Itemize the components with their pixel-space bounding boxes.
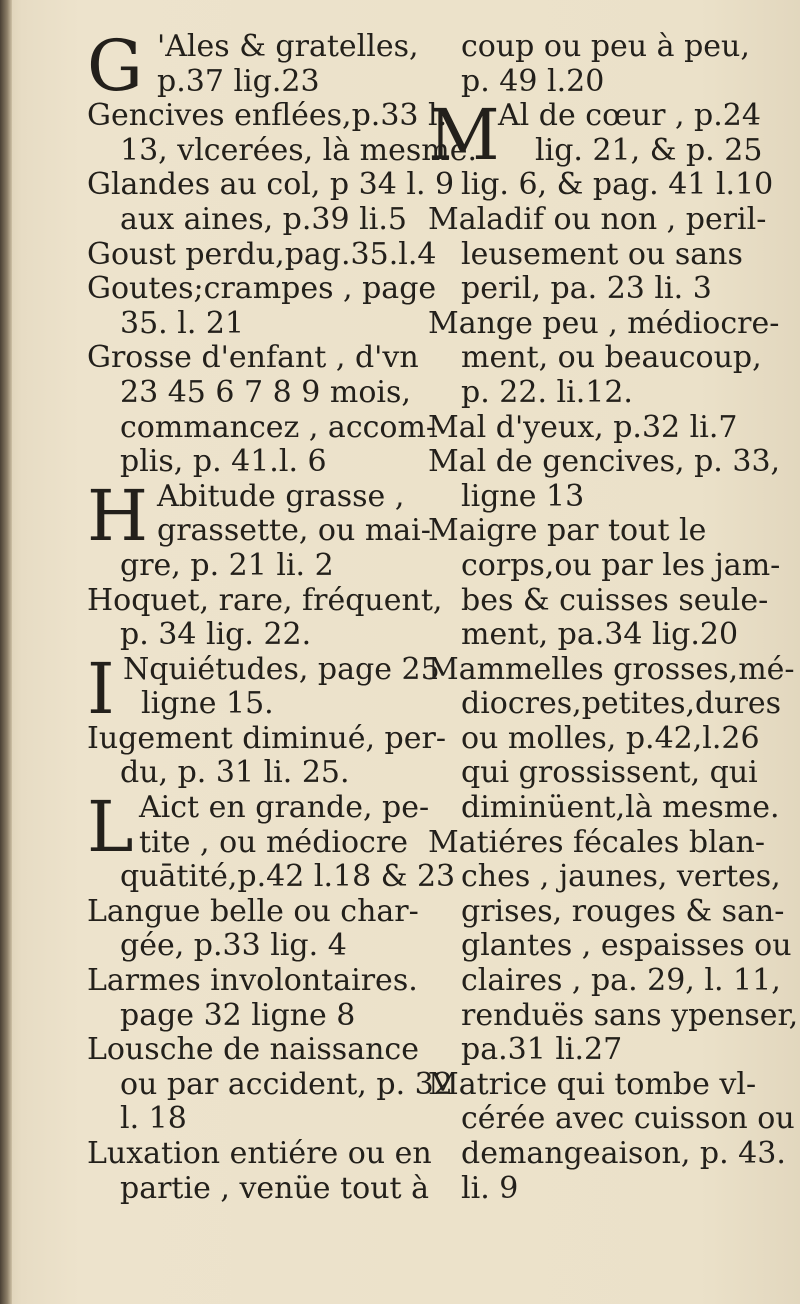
index-entry-text: ment, pa.34 lig.20 <box>461 617 739 653</box>
right-column-line <box>428 893 785 930</box>
right-column-line <box>428 928 792 964</box>
right-column-line <box>428 651 795 688</box>
right-column-line <box>428 238 780 273</box>
right-column-line <box>428 341 780 376</box>
index-entry-text: commancez , accom- <box>120 409 437 445</box>
drop-cap-m: M <box>428 94 500 177</box>
index-entry-text: Matiéres fécales blan- <box>428 824 766 860</box>
right-column-line <box>428 756 780 791</box>
right-column-line <box>428 30 780 65</box>
index-entry-text: Nquiétudes, page 25 <box>123 651 440 687</box>
index-entry-text: 23 45 6 7 8 9 mois, <box>120 374 411 410</box>
index-entry-text: qui grossissent, qui <box>461 755 758 791</box>
left-column-line <box>87 307 413 342</box>
index-entry-text: ment, ou beaucoup, <box>461 340 762 376</box>
index-entry-text: claires , pa. 29, l. 11, <box>461 963 781 999</box>
index-entry-text: Abitude grasse , <box>157 478 405 514</box>
index-entry-text: quātité,p.42 l.18 & 23 <box>120 859 456 895</box>
left-column-line <box>87 582 443 619</box>
left-column-line <box>87 167 455 203</box>
index-column-left <box>87 25 478 1206</box>
index-entry-text: diminüent,là mesme. <box>461 790 780 826</box>
index-entry-text: corps,ou par les jam- <box>461 547 781 583</box>
left-column-line <box>87 687 413 722</box>
index-entry-text: Mammelles grosses,mé- <box>428 651 795 687</box>
index-entry-text: Goust perdu,pag.35.l.4 <box>87 236 437 272</box>
index-entry-text: du, p. 31 li. 25. <box>120 755 350 791</box>
index-entry-text: l. 18 <box>120 1101 187 1137</box>
index-entry-text: tite , ou médiocre <box>139 824 408 860</box>
index-entry-text: Maigre par tout le <box>428 513 707 549</box>
index-entry-text: Aict en grande, pe- <box>139 790 430 826</box>
index-entry-text: Langue belle ou char- <box>87 893 419 929</box>
page-binding-edge <box>0 0 12 1304</box>
index-entry-text: lig. 21, & p. 25 <box>535 132 763 168</box>
left-column-line <box>87 409 437 446</box>
index-entry-text: grises, rouges & san- <box>461 893 785 929</box>
right-column-line <box>428 1172 780 1207</box>
right-column-line <box>428 376 780 411</box>
index-entry-text: coup ou peu à peu, <box>461 29 750 64</box>
index-entry-text: Maladif ou non , peril- <box>428 201 767 237</box>
drop-cap-g: G <box>87 25 143 107</box>
right-column-line <box>428 1068 780 1103</box>
drop-cap-l: L <box>87 786 134 869</box>
right-column-line <box>428 1136 786 1172</box>
right-column-line <box>428 791 780 826</box>
left-column-line <box>87 963 418 999</box>
index-entry-text: aux aines, p.39 li.5 <box>120 201 407 237</box>
right-column-line <box>428 722 780 757</box>
right-column-line <box>428 203 780 238</box>
index-entry-text: Mal d'yeux, p.32 li.7 <box>428 409 738 445</box>
index-entry-text: gée, p.33 lig. 4 <box>120 928 347 964</box>
index-entry-text: p.37 lig.23 <box>157 63 320 99</box>
index-entry-text: page 32 ligne 8 <box>120 997 356 1033</box>
index-entry-text: 13, vlcerées, là mesme. <box>120 132 478 168</box>
drop-cap-i: I <box>87 647 115 730</box>
index-entry-text: Luxation entiére ou en <box>87 1136 432 1171</box>
right-column-line <box>428 480 780 515</box>
left-column-line <box>87 859 456 895</box>
index-entry-text: Mal de gencives, p. 33, <box>428 444 781 480</box>
index-entry-text: Goutes;crampes , page <box>87 271 437 307</box>
right-column-line <box>428 1101 795 1137</box>
right-column-line <box>428 1033 780 1068</box>
index-entry-text: Grosse d'enfant , d'vn <box>87 340 419 376</box>
index-column-right <box>428 29 799 1206</box>
right-column-line <box>428 411 780 446</box>
right-column-line <box>428 584 780 619</box>
index-entry-text: Glandes au col, p 34 l. 9 <box>87 167 455 203</box>
right-column-line <box>428 514 780 549</box>
right-column-line <box>428 826 780 861</box>
right-column-line <box>428 307 780 342</box>
index-entry-text: Matrice qui tombe vl- <box>428 1066 757 1102</box>
index-entry-text: grassette, ou mai- <box>157 513 431 549</box>
index-entry-text: lig. 6, & pag. 41 l.10 <box>461 167 774 203</box>
right-column-line <box>428 272 780 307</box>
left-column-line <box>87 1066 453 1103</box>
left-column-line <box>87 1136 432 1172</box>
left-column-line <box>87 893 419 930</box>
index-entry-text: ligne 15. <box>141 686 274 722</box>
left-column-line <box>87 929 413 964</box>
left-column-line <box>87 618 413 653</box>
index-entry-text: p. 34 lig. 22. <box>120 617 312 653</box>
left-column-line <box>87 1170 429 1207</box>
index-entry-text: p. 49 l.20 <box>461 63 605 99</box>
left-column-line <box>87 271 437 307</box>
index-entry-text: glantes , espaisses ou <box>461 928 792 964</box>
index-entry-text: plis, p. 41.l. 6 <box>120 444 327 480</box>
right-column-line <box>428 687 780 722</box>
index-entry-text: partie , venüe tout à <box>120 1170 429 1206</box>
index-entry-text: bes & cuisses seule- <box>461 582 769 618</box>
right-column-line <box>428 445 780 480</box>
index-entry-text: cérée avec cuisson ou <box>461 1101 795 1137</box>
index-entry-text: ligne 13 <box>461 478 585 514</box>
index-entry-text: ou molles, p.42,l.26 <box>461 720 760 756</box>
left-column-line <box>87 1102 413 1137</box>
index-entry-text: demangeaison, p. 43. <box>461 1136 786 1171</box>
left-column-line <box>87 756 413 791</box>
index-entry-text: Gencives enflées,p.33 l. <box>87 98 448 134</box>
index-entry-text: Al de cœur , p.24 <box>498 98 761 134</box>
index-entry-text: 'Ales & gratelles, <box>157 29 419 64</box>
left-column-line <box>87 720 446 757</box>
left-column-line <box>87 826 413 861</box>
index-entry-text: Hoquet, rare, fréquent, <box>87 582 443 618</box>
index-entry-text: leusement ou sans <box>461 236 743 272</box>
left-column-line <box>87 203 413 238</box>
index-entry-text: Lousche de naissance <box>87 1032 419 1068</box>
right-column-line <box>428 618 780 653</box>
index-entry-text: 35. l. 21 <box>120 305 245 341</box>
index-entry-text: peril, pa. 23 li. 3 <box>461 271 712 307</box>
left-column-line <box>87 340 419 376</box>
drop-cap-h: H <box>87 474 149 557</box>
left-column-line <box>87 132 478 169</box>
left-column-line <box>87 236 437 273</box>
index-entry-text: p. 22. li.12. <box>461 374 633 410</box>
index-entry-text: gre, p. 21 li. 2 <box>120 547 334 583</box>
left-column-line <box>87 376 413 411</box>
index-entry-text: Mange peu , médiocre- <box>428 305 780 341</box>
right-column-line <box>428 964 780 999</box>
index-entry-text: renduës sans ypenser, <box>461 997 799 1033</box>
index-entry-text: Iugement diminué, per- <box>87 720 446 756</box>
index-entry-text: ches , jaunes, vertes, <box>461 859 781 895</box>
index-entry-text: li. 9 <box>461 1170 519 1206</box>
right-column-line <box>428 997 799 1034</box>
right-column-line <box>428 549 780 584</box>
index-entry-text: pa.31 li.27 <box>461 1032 623 1068</box>
right-column-line <box>428 860 780 895</box>
index-entry-text: Larmes involontaires. <box>87 963 418 999</box>
index-entry-text: diocres,petites,dures <box>461 686 782 722</box>
index-entry-text: ou par accident, p. 32 <box>120 1066 453 1102</box>
left-column-line <box>87 999 413 1034</box>
left-column-line <box>87 1032 419 1068</box>
